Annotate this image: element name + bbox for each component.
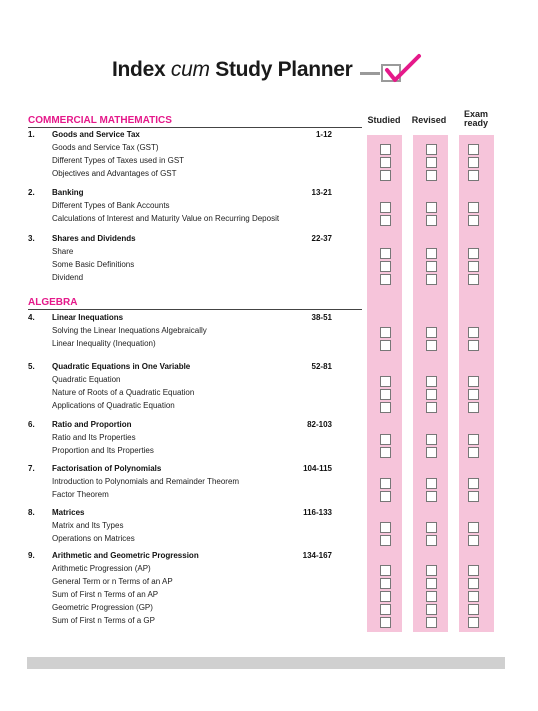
exam-ready-checkbox[interactable]	[468, 202, 479, 213]
revised-checkbox[interactable]	[426, 261, 437, 272]
revised-checkbox[interactable]	[426, 340, 437, 351]
studied-checkbox[interactable]	[380, 340, 391, 351]
revised-checkbox[interactable]	[426, 389, 437, 400]
topic-item: Ratio and Its Properties	[52, 433, 136, 442]
studied-checkbox[interactable]	[380, 202, 391, 213]
topic-item: Proportion and Its Properties	[52, 446, 154, 455]
revised-checkbox[interactable]	[426, 327, 437, 338]
studied-checkbox[interactable]	[380, 478, 391, 489]
exam-ready-checkbox[interactable]	[468, 215, 479, 226]
studied-checkbox[interactable]	[380, 604, 391, 615]
topic-item: Calculations of Interest and Maturity Value on Recurring Deposit	[52, 214, 280, 223]
studied-checkbox[interactable]	[380, 434, 391, 445]
exam-ready-checkbox[interactable]	[468, 522, 479, 533]
title-connector-line	[360, 72, 380, 75]
revised-checkbox[interactable]	[426, 617, 437, 628]
revised-checkbox[interactable]	[426, 402, 437, 413]
exam-ready-checkbox[interactable]	[468, 434, 479, 445]
footer-bar	[27, 657, 505, 669]
exam-ready-checkbox[interactable]	[468, 535, 479, 546]
chapter-title: Matrices	[52, 508, 85, 517]
exam-ready-checkbox[interactable]	[468, 402, 479, 413]
exam-ready-checkbox[interactable]	[468, 389, 479, 400]
chapter-pages: 22-37	[311, 234, 332, 243]
revised-checkbox[interactable]	[426, 535, 437, 546]
revised-checkbox[interactable]	[426, 591, 437, 602]
chapter-number: 9.	[28, 551, 35, 560]
topic-item: Introduction to Polynomials and Remainder Theorem	[52, 477, 240, 486]
exam-ready-checkbox[interactable]	[468, 565, 479, 576]
studied-checkbox[interactable]	[380, 157, 391, 168]
topic-item: Nature of Roots of a Quadratic Equation	[52, 388, 195, 397]
revised-checkbox[interactable]	[426, 565, 437, 576]
chapter-number: 6.	[28, 420, 35, 429]
revised-checkbox[interactable]	[426, 478, 437, 489]
chapter-title: Ratio and Proportion	[52, 420, 132, 429]
studied-checkbox[interactable]	[380, 447, 391, 458]
chapter-title: Shares and Dividends	[52, 234, 136, 243]
exam-ready-checkbox[interactable]	[468, 447, 479, 458]
revised-checkbox[interactable]	[426, 491, 437, 502]
topic-item: Linear Inequality (Inequation)	[52, 339, 156, 348]
topic-item: Different Types of Taxes used in GST	[52, 156, 185, 165]
exam-ready-checkbox[interactable]	[468, 578, 479, 589]
chapter-title: Banking	[52, 188, 84, 197]
chapter-number: 7.	[28, 464, 35, 473]
exam-ready-checkbox[interactable]	[468, 274, 479, 285]
exam-ready-checkbox[interactable]	[468, 604, 479, 615]
revised-checkbox[interactable]	[426, 248, 437, 259]
studied-checkbox[interactable]	[380, 591, 391, 602]
topic-item: Objectives and Advantages of GST	[52, 169, 177, 178]
exam-ready-checkbox[interactable]	[468, 591, 479, 602]
revised-checkbox[interactable]	[426, 274, 437, 285]
exam-ready-checkbox[interactable]	[468, 617, 479, 628]
studied-checkbox[interactable]	[380, 327, 391, 338]
chapter-number: 8.	[28, 508, 35, 517]
chapter-pages: 13-21	[311, 188, 332, 197]
exam-ready-checkbox[interactable]	[468, 157, 479, 168]
studied-checkbox[interactable]	[380, 535, 391, 546]
exam-ready-checkbox[interactable]	[468, 170, 479, 181]
studied-checkbox[interactable]	[380, 144, 391, 155]
section-algebra: ALGEBRA	[28, 297, 78, 308]
revised-checkbox[interactable]	[426, 447, 437, 458]
studied-checkbox[interactable]	[380, 402, 391, 413]
chapter-pages: 116-133	[303, 508, 332, 517]
exam-ready-checkbox[interactable]	[468, 478, 479, 489]
studied-checkbox[interactable]	[380, 522, 391, 533]
chapter-pages: 82-103	[307, 420, 332, 429]
studied-checkbox[interactable]	[380, 274, 391, 285]
exam-ready-checkbox[interactable]	[468, 376, 479, 387]
page-title	[112, 58, 353, 82]
topic-item: Sum of First n Terms of a GP	[52, 616, 155, 625]
title-area	[0, 50, 538, 90]
revised-checkbox[interactable]	[426, 157, 437, 168]
studied-checkbox[interactable]	[380, 376, 391, 387]
header-exam-line2: ready	[463, 118, 489, 128]
topic-item: Applications of Quadratic Equation	[52, 401, 175, 410]
topic-item: Goods and Service Tax (GST)	[52, 143, 159, 152]
chapter-title: Quadratic Equations in One Variable	[52, 362, 191, 371]
revised-checkbox[interactable]	[426, 202, 437, 213]
studied-checkbox[interactable]	[380, 491, 391, 502]
chapter-number: 4.	[28, 313, 35, 322]
title-main: Index	[112, 58, 166, 81]
header-revised: Revised	[411, 115, 447, 125]
exam-ready-checkbox[interactable]	[468, 340, 479, 351]
chapter-title: Arithmetic and Geometric Progression	[52, 551, 199, 560]
topic-item: Dividend	[52, 273, 84, 282]
revised-checkbox[interactable]	[426, 522, 437, 533]
header-exam-ready	[450, 110, 502, 128]
chapter-title: Factorisation of Polynomials	[52, 464, 162, 473]
revised-checkbox[interactable]	[426, 170, 437, 181]
studied-checkbox[interactable]	[380, 215, 391, 226]
chapter-number: 1.	[28, 130, 35, 139]
chapter-pages: 1-12	[315, 130, 332, 139]
chapter-pages: 52-81	[311, 362, 332, 371]
chapter-title: Goods and Service Tax	[52, 130, 140, 139]
topic-item: Different Types of Bank Accounts	[52, 201, 170, 210]
revised-checkbox[interactable]	[426, 578, 437, 589]
studied-checkbox[interactable]	[380, 565, 391, 576]
chapter-number: 2.	[28, 188, 35, 197]
topic-item: Share	[52, 247, 74, 256]
topic-item: Matrix and Its Types	[52, 521, 124, 530]
title-rest: Study Planner	[215, 58, 353, 81]
chapter-number: 5.	[28, 362, 35, 371]
section-divider	[28, 309, 362, 310]
section-divider	[28, 127, 362, 128]
studied-checkbox[interactable]	[380, 261, 391, 272]
chapter-pages: 38-51	[311, 313, 332, 322]
topic-item: Some Basic Definitions	[52, 260, 135, 269]
studied-checkbox[interactable]	[380, 248, 391, 259]
topic-item: Arithmetic Progression (AP)	[52, 564, 151, 573]
topic-item: Factor Theorem	[52, 490, 109, 499]
revised-checkbox[interactable]	[426, 604, 437, 615]
studied-checkbox[interactable]	[380, 578, 391, 589]
topic-item: General Term or n Terms of an AP	[52, 577, 173, 586]
topic-item: Solving the Linear Inequations Algebraically	[52, 326, 207, 335]
header-exam-line1: Exam	[463, 109, 489, 119]
exam-ready-checkbox[interactable]	[468, 491, 479, 502]
revised-checkbox[interactable]	[426, 434, 437, 445]
studied-checkbox[interactable]	[380, 389, 391, 400]
title-italic: cum	[170, 58, 210, 81]
exam-ready-checkbox[interactable]	[468, 261, 479, 272]
chapter-pages: 104-115	[303, 464, 332, 473]
studied-checkbox[interactable]	[380, 617, 391, 628]
chapter-title: Linear Inequations	[52, 313, 124, 322]
topic-item: Sum of First n Terms of an AP	[52, 590, 159, 599]
exam-ready-checkbox[interactable]	[468, 144, 479, 155]
chapter-pages: 134-167	[302, 551, 332, 560]
topic-item: Operations on Matrices	[52, 534, 135, 543]
exam-ready-checkbox[interactable]	[468, 327, 479, 338]
section-commercial-mathematics: COMMERCIAL MATHEMATICS	[28, 115, 172, 126]
checkmark-icon	[383, 52, 423, 86]
studied-checkbox[interactable]	[380, 170, 391, 181]
revised-checkbox[interactable]	[426, 376, 437, 387]
exam-ready-checkbox[interactable]	[468, 248, 479, 259]
header-studied: Studied	[367, 115, 401, 125]
topic-item: Quadratic Equation	[52, 375, 121, 384]
chapter-number: 3.	[28, 234, 35, 243]
topic-item: Geometric Progression (GP)	[52, 603, 153, 612]
revised-checkbox[interactable]	[426, 144, 437, 155]
revised-checkbox[interactable]	[426, 215, 437, 226]
